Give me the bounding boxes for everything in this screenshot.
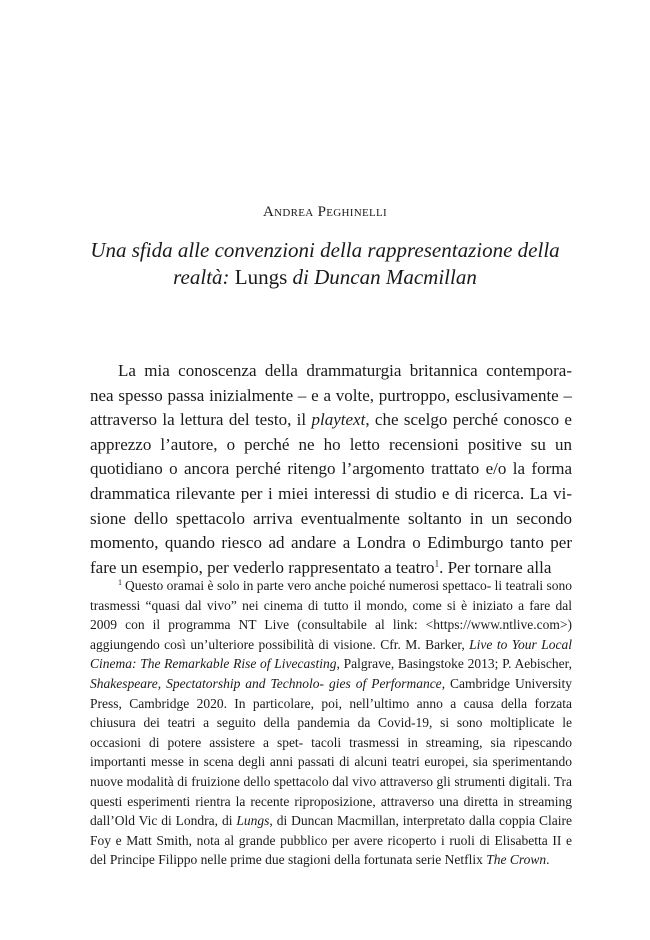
footnote-text: , Cambridge University Press, Cambridge 2020. In particolare, poi, nell’ultimo anno a causa della forzata chiusura dei teatri a seguito della pandemia da Covid-19, si sono moltiplicate le occasioni di potere assistere a spet- tacoli trasmessi in streaming, sia ripescando importanti messe in scena degli anni passati di alcuni teatri europei, sia sperimentando nuove modalità di fruizione dello spettacolo dal vivo attraverso gli strumenti digitali. Tra questi esperimenti rientra la recente riproposizione, attraverso una diretta in streaming dall’Old Vic di Londra, di (90, 675, 572, 829)
footnote-text: Questo oramai è solo in parte vero anche poiché numerosi spettaco- li teatrali sono trasmessi “quasi dal vivo” nei cinema di tutto il mondo, come si è iniziato a fare dal 2009 con il programma NT Live (consultabile al link: <https://www.ntlive.com>) aggiungendo così un’ulteriore possibilità di visione. Cfr. M. Barker, (90, 578, 572, 652)
footnote-text: , di Duncan Macmillan, interpretato dalla coppia Claire Foy e Matt Smith, nota al grande pubblico per avere ricoperto i ruoli di Elisabetta II e del Principe Filippo nelle prime due stagioni della fortunata serie Netflix (90, 813, 572, 868)
body-text-segment: , che scelgo perché conosco e apprezzo l’autore, o perché ne ho letto recensioni positive su un quotidiano o ancora perché ritengo l’argomento trattato e/o la forma drammatica rilevante per i miei interessi di studio e di ricerca. La vi- sione dello spettacolo arriva eventualmente soltanto in un secondo momento, quando riesco ad andare a Londra o Edimburgo tanto per fare un esempio, per vederlo rappresentato a teatro (90, 410, 572, 577)
title-text-author: di Duncan Macmillan (287, 265, 477, 289)
footnote-text: . (546, 852, 550, 868)
footnote-number: 1 (118, 577, 122, 587)
chapter-title (90, 237, 560, 291)
body-text-segment: La mia conoscenza della drammaturgia britannica contempora- nea spesso passa inizialmente – e a volte, purtroppo, esclusivamente – attraverso la lettura del testo, il (90, 361, 572, 430)
footnote-series-title: The Crown (486, 852, 547, 868)
footnote-text: , Palgrave, Basingstoke 2013; P. Aebischer, (336, 656, 572, 672)
footnote (90, 576, 572, 870)
body-italic-term: playtext (311, 410, 366, 430)
footnote-book-title: Live to Your Local Cinema: The Remarkable Rise of Livecasting (90, 636, 572, 672)
footnote-reference[interactable]: 1 (434, 558, 440, 569)
body-paragraph (90, 359, 572, 580)
footnote-book-title: Shakespeare, Spectatorship and Technolo- gies of Performance (90, 675, 442, 691)
footnote-play-title: Lungs (236, 813, 270, 829)
title-text-italic: Una sfida alle convenzioni della rappresentazione della realtà: (90, 238, 560, 289)
body-text-segment: . Per tornare alla (439, 557, 552, 577)
title-play-name: Lungs (234, 265, 288, 289)
author-name: Andrea Peghinelli (263, 204, 387, 220)
